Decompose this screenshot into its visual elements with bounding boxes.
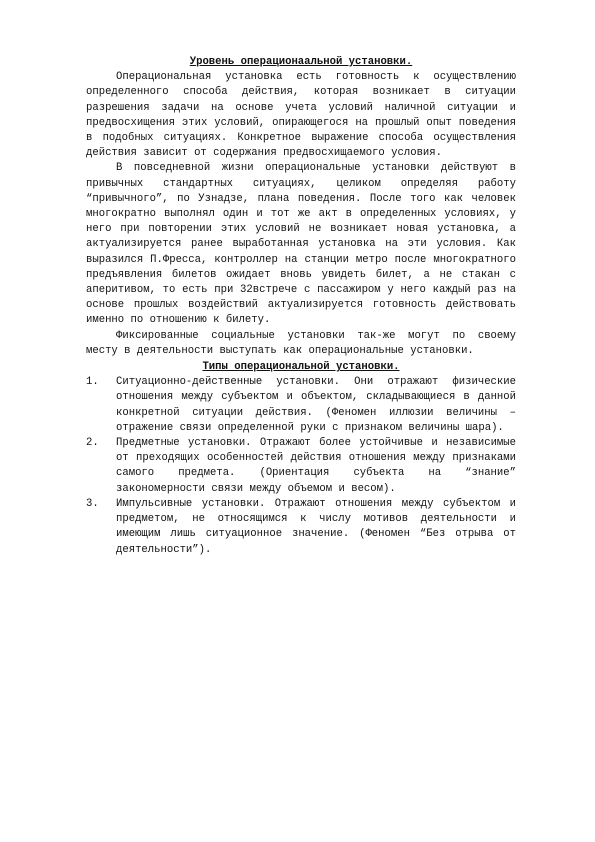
list-item-text: Ситуационно-действенные установки. Они отражают физические отношения между субъектом и объектом, складывающиеся в данной конкретной ситуации действия. (Феномен иллюзии величины – отражение связи определенной руки с признаком величины шара). xyxy=(116,376,516,434)
list-item-number: 1. xyxy=(86,376,99,389)
list-item xyxy=(86,497,516,558)
document-title: Уровень операционаальной установки. xyxy=(189,56,413,68)
list-item-text: Предметные установки. Отражают более устойчивые и независимые от преходящих особенностей действия отношения между признаками самого предмета. (Ориентация субъекта на “знание” закономерности связи между объемом и весом). xyxy=(116,437,516,495)
list-item-number: 3. xyxy=(86,497,99,510)
paragraph-definition: Операциональная установка есть готовность к осуществлению определенного способа действия, которая возникает в ситуации разрешения задачи на основе учета условий наличной ситуации и предвосхищения этих условий, опирающегося на прошлый опыт поведения в подобных ситуациях. Конкретное выражение способа осуществления действия зависит от содержания предвосхищаемого условия. xyxy=(86,71,516,160)
list-item-number: 2. xyxy=(86,437,99,450)
list-item xyxy=(86,375,516,436)
document-body xyxy=(86,55,516,558)
paragraph-everyday-life: В повседневной жизни операциональные установки действуют в привычных стандартных ситуациях, целиком определяя работу “привычного”, по Узнадзе, плана поведения. После того как человек многократно выполнял один и тот же акт в определенных условиях, у него при повторении этих условий не возникает новая установка, а актуализируется ранее выработанная установка на эти условия. Как выразился П.Фресса, контроллер на станции метро после многократного предъявления билетов ожидает вновь увидеть билет, а не стакан с аперитивом, то есть при 32встрече с пассажиром у него каждый раз на основе прошлых воздействий актуализируется готовность действовать именно по отношению к билету. xyxy=(86,162,516,327)
paragraph-fixed-attitudes: Фиксированные социальные установки так-же могут по своему месту в деятельности выступать как операциональные установки. xyxy=(86,329,516,357)
attitude-types-list xyxy=(86,375,516,557)
list-item-text: Импульсивные установки. Отражают отношения между субъектом и предметом, не относящимся к числу мотивов деятельности и имеющим лишь ситуационное значение. (Феномен “Без отрыва от деятельности”). xyxy=(116,497,516,556)
list-item xyxy=(86,436,516,497)
section-subtitle: Типы операциональной установки. xyxy=(202,361,400,374)
